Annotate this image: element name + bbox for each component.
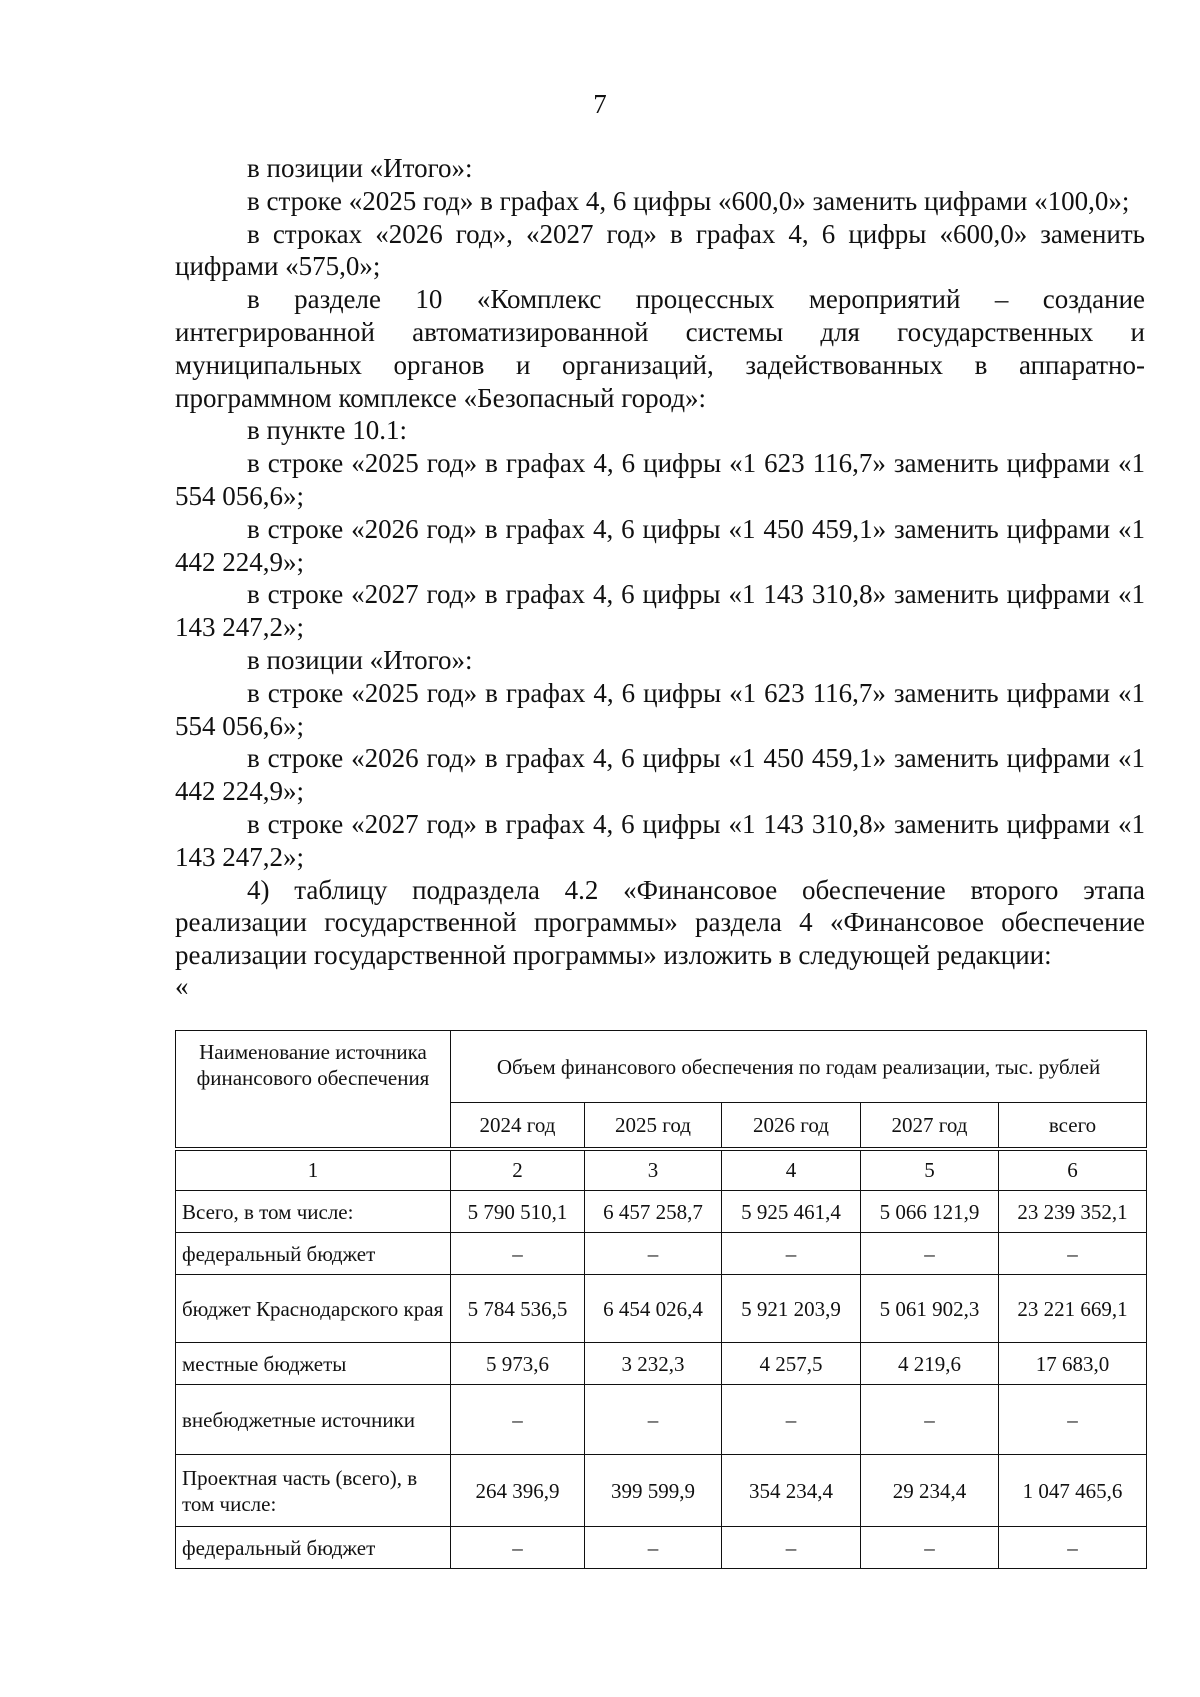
cell-value: – [451, 1527, 585, 1569]
paragraph: в строке «2027 год» в графах 4, 6 цифры «1 143 310,8» заменить цифрами «1 143 247,2»; [175, 579, 1145, 643]
paragraph: в строке «2025 год» в графах 4, 6 цифры «1 623 116,7» заменить цифрами «1 554 056,6»; [175, 677, 1145, 741]
table-row [176, 1527, 1147, 1569]
header-total: всего [999, 1103, 1147, 1149]
cell-value: 4 219,6 [861, 1343, 999, 1385]
cell-value: – [861, 1233, 999, 1275]
cell-value: 23 239 352,1 [999, 1191, 1147, 1233]
row-name: Проектная часть (всего), в том числе: [176, 1455, 451, 1527]
cell-value: – [722, 1385, 861, 1455]
paragraph: в строке «2025 год» в графах 4, 6 цифры «1 623 116,7» заменить цифрами «1 554 056,6»; [175, 448, 1145, 511]
document-body [175, 152, 1145, 1000]
cell-value: 5 784 536,5 [451, 1275, 585, 1343]
column-number: 2 [451, 1149, 585, 1191]
cell-value: 6 457 258,7 [585, 1191, 722, 1233]
cell-value: 5 973,6 [451, 1343, 585, 1385]
paragraph: в пункте 10.1: [247, 415, 407, 446]
page-number: 7 [593, 89, 607, 119]
cell-value: – [585, 1385, 722, 1455]
cell-value: – [451, 1385, 585, 1455]
cell-value: – [999, 1233, 1147, 1275]
header-year: 2024 год [451, 1103, 585, 1149]
cell-value: 29 234,4 [861, 1455, 999, 1527]
paragraph: 4) таблицу подраздела 4.2 «Финансовое обеспечение второго этапа реализации государственной программы» раздела 4 «Финансовое обеспечение реализации государственной программы» изложить в следующей редакции: [175, 874, 1145, 971]
header-source-name: Наименование источника финансового обеспечения [176, 1031, 451, 1149]
cell-value: – [722, 1233, 861, 1275]
cell-value: 5 066 121,9 [861, 1191, 999, 1233]
paragraph: в строках «2026 год», «2027 год» в графах 4, 6 цифры «600,0» заменить цифрами «575,0»; [175, 218, 1145, 282]
header-year: 2025 год [585, 1103, 722, 1149]
cell-value: – [585, 1527, 722, 1569]
cell-value: – [451, 1233, 585, 1275]
cell-value: – [861, 1385, 999, 1455]
cell-value: – [585, 1233, 722, 1275]
row-name: бюджет Краснодарского края [176, 1275, 451, 1343]
row-name: Всего, в том числе: [176, 1191, 451, 1233]
header-year: 2026 год [722, 1103, 861, 1149]
column-number: 1 [176, 1149, 451, 1191]
cell-value: – [999, 1385, 1147, 1455]
cell-value: 3 232,3 [585, 1343, 722, 1385]
paragraph: в разделе 10 «Комплекс процессных мероприятий – создание интегрированной автоматизированной системы для государственных и муниципальных органов и организаций, задействованных в аппаратно-программном комплексе «Безопасный город»: [175, 284, 1145, 413]
row-name: федеральный бюджет [176, 1527, 451, 1569]
cell-value: 264 396,9 [451, 1455, 585, 1527]
column-number-row [176, 1149, 1147, 1191]
row-name: федеральный бюджет [176, 1233, 451, 1275]
cell-value: 354 234,4 [722, 1455, 861, 1527]
table-row [176, 1385, 1147, 1455]
row-name: внебюджетные источники [176, 1385, 451, 1455]
column-number: 6 [999, 1149, 1147, 1191]
cell-value: 5 790 510,1 [451, 1191, 585, 1233]
cell-value: 6 454 026,4 [585, 1275, 722, 1343]
cell-value: – [861, 1527, 999, 1569]
paragraph: в строке «2025 год» в графах 4, 6 цифры «600,0» заменить цифрами «100,0»; [247, 185, 1130, 216]
table-row [176, 1455, 1147, 1527]
row-name: местные бюджеты [176, 1343, 451, 1385]
table-row [176, 1343, 1147, 1385]
column-number: 5 [861, 1149, 999, 1191]
cell-value: – [722, 1527, 861, 1569]
cell-value: 5 925 461,4 [722, 1191, 861, 1233]
cell-value: 399 599,9 [585, 1455, 722, 1527]
cell-value: 23 221 669,1 [999, 1275, 1147, 1343]
paragraph: в позиции «Итого»: [247, 153, 473, 183]
paragraph: в строке «2026 год» в графах 4, 6 цифры «1 450 459,1» заменить цифрами «1 442 224,9»; [175, 513, 1145, 577]
financing-table [175, 1030, 1147, 1569]
opening-quote-mark: « [175, 970, 189, 1001]
table-row [176, 1191, 1147, 1233]
cell-value: 5 061 902,3 [861, 1275, 999, 1343]
header-year: 2027 год [861, 1103, 999, 1149]
cell-value: – [999, 1527, 1147, 1569]
cell-value: 4 257,5 [722, 1343, 861, 1385]
paragraph: в строке «2026 год» в графах 4, 6 цифры «1 450 459,1» заменить цифрами «1 442 224,9»; [175, 743, 1145, 807]
paragraph: в строке «2027 год» в графах 4, 6 цифры «1 143 310,8» заменить цифрами «1 143 247,2»; [175, 808, 1145, 872]
paragraph: в позиции «Итого»: [247, 644, 473, 675]
cell-value: 17 683,0 [999, 1343, 1147, 1385]
column-number: 3 [585, 1149, 722, 1191]
table-row [176, 1233, 1147, 1275]
cell-value: 5 921 203,9 [722, 1275, 861, 1343]
cell-value: 1 047 465,6 [999, 1455, 1147, 1527]
header-financing-volume: Объем финансового обеспечения по годам реализации, тыс. рублей [451, 1031, 1147, 1103]
column-number: 4 [722, 1149, 861, 1191]
table-row [176, 1275, 1147, 1343]
